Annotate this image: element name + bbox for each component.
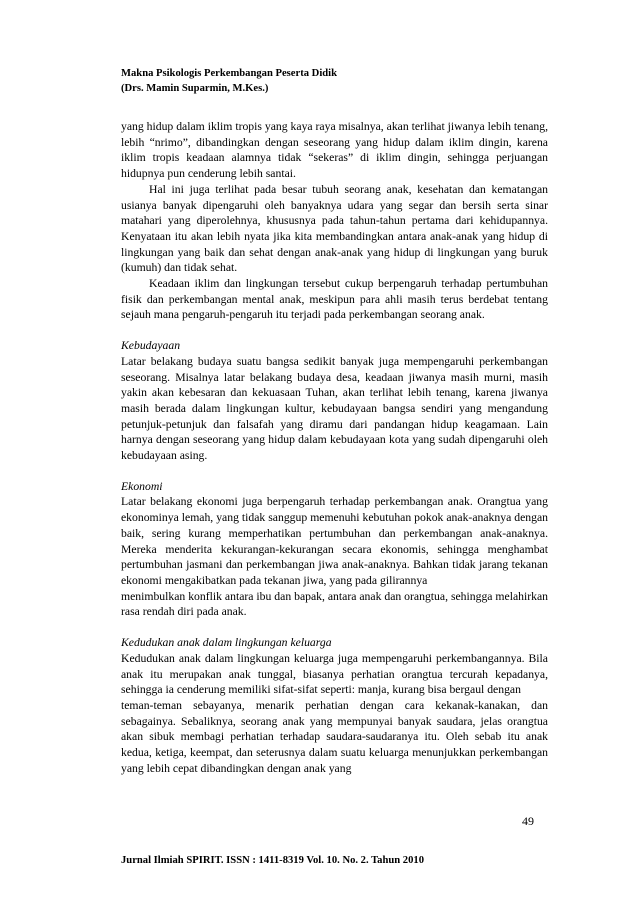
section-heading: Kebudayaan bbox=[121, 339, 181, 353]
intro-paragraph-1: yang hidup dalam iklim tropis yang kaya raya misalnya, akan terlihat jiwanya lebih tenang, lebih “nrimo”, dibandingkan dengan seseorang yang hidup dalam iklim dingin, karena iklim tropis keadaan alamnya tidak “sekeras” di iklim dingin, sehingga perjuangan hidupnya pun cenderung lebih santai. bbox=[121, 120, 548, 181]
page-number: 49 bbox=[522, 814, 534, 828]
intro-paragraph-2: Hal ini juga terlihat pada besar tubuh seorang anak, kesehatan dan kematangan usianya banyak dipengaruhi oleh banyaknya udara yang segar dan bersih serta sinar matahari yang diperolehnya, khususnya pada tahun-tahun pertama dari kehidupannya. Kenyataan itu akan lebih nyata jika kita membandingkan antara anak-anak yang hidup di lingkungan yang baik dan sehat dengan anak-anak yang hidup di lingkungan yang buruk (kumuh) dan tidak sehat. bbox=[121, 182, 548, 275]
section-heading: Kedudukan anak dalam lingkungan keluarga bbox=[121, 636, 332, 650]
section-heading: Ekonomi bbox=[121, 479, 163, 493]
header-title: Makna Psikologis Perkembangan Peserta Didik bbox=[121, 68, 338, 79]
header-author: (Drs. Mamin Suparmin, M.Kes.) bbox=[121, 83, 269, 94]
section-kedudukan-anak bbox=[121, 635, 548, 776]
section-kebudayaan bbox=[121, 338, 548, 464]
journal-footer: Jurnal Ilmiah SPIRIT. ISSN : 1411-8319 Vol. 10. No. 2. Tahun 2010 bbox=[121, 855, 424, 866]
article-body bbox=[121, 119, 548, 776]
running-header bbox=[121, 66, 541, 96]
section-ekonomi bbox=[121, 479, 548, 620]
section-paragraph: menimbulkan konflik antara ibu dan bapak, antara anak dan orangtua, sehingga melahirkan rasa rendah diri pada anak. bbox=[121, 589, 548, 619]
section-paragraph: Latar belakang ekonomi juga berpengaruh terhadap perkembangan anak. Orangtua yang ekonominya lemah, yang tidak sanggup memenuhi kebutuhan pokok anak-anaknya dengan baik, sering kurang memperhatikan pertumbuhan dan perkembangan anak-anaknya. Mereka menderita kekurangan-kekurangan secara ekonomis, sehingga menghambat pertumbuhan jasmani dan perkembangan jiwa anak-anaknya. Bahkan tidak jarang tekanan ekonomi mengakibatkan pada tekanan jiwa, yang pada gilirannya bbox=[121, 495, 548, 587]
intro-paragraph-3: Keadaan iklim dan lingkungan tersebut cukup berpengaruh terhadap pertumbuhan fisik dan perkembangan mental anak, meskipun para ahli masih terus berdebat tentang sejauh mana pengaruh-pengaruh itu terjadi pada perkembangan seorang anak. bbox=[121, 277, 548, 322]
section-paragraph: Latar belakang budaya suatu bangsa sedikit banyak juga mempengaruhi perkembangan seseorang. Misalnya latar belakang budaya desa, keadaan jiwanya masih murni, masih yakin akan kebesaran dan kekuasaan Tuhan, akan terlihat lebih tenang, karena jiwanya masih berada dalam lingkungan kultur, kebudayaan bangsa sendiri yang mengandung petunjuk-petunjuk dan falsafah yang diramu dari pandangan hidup keagamaan. Lain harnya dengan seseorang yang hidup dalam kebudayaan kota yang sudah dipengaruhi oleh kebudayaan asing. bbox=[121, 354, 548, 463]
section-paragraph: Kedudukan anak dalam lingkungan keluarga juga mempengaruhi perkembangannya. Bila anak itu merupakan anak tunggal, biasanya perhatian orangtua tercurah kepadanya, sehingga ia cenderung memiliki sifat-sifat seperti: manja, kurang bisa bergaul dengan bbox=[121, 651, 548, 697]
section-paragraph: teman-teman sebayanya, menarik perhatian dengan cara kekanak-kanakan, dan sebagainya. Sebaliknya, seorang anak yang mempunyai banyak saudara, jelas orangtua akan sibuk membagi perhatian terhadap saudara-saudaranya itu. Oleh sebab itu anak kedua, ketiga, keempat, dan seterusnya dalam suatu keluarga menunjukkan perkembangan yang lebih cepat dibandingkan dengan anak yang bbox=[121, 698, 548, 775]
